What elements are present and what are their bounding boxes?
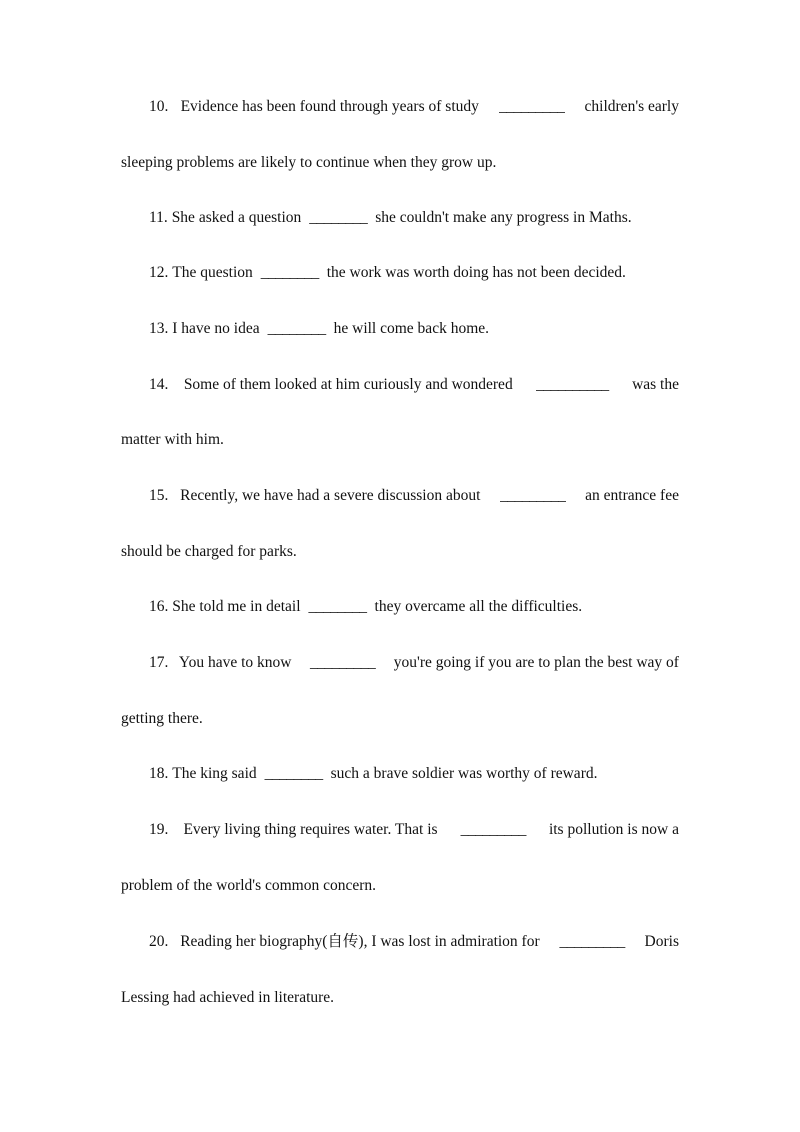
question-text: problem of the world's common concern.	[121, 877, 377, 894]
question-text: an entrance fee	[585, 487, 679, 504]
question-text: She asked a question	[171, 209, 302, 226]
question-number: 10.	[149, 98, 169, 115]
question-15-line-2	[121, 541, 679, 563]
question-14-line-2	[121, 429, 679, 451]
question-text: the work was worth doing has not been decided.	[326, 264, 626, 281]
question-text: you're going if you are to plan the best way of	[393, 654, 679, 671]
question-13-line-1	[121, 318, 679, 340]
answer-blank[interactable]: _________	[559, 933, 625, 950]
question-text: Some of them looked at him curiously and wondered	[183, 376, 513, 393]
question-20-line-2	[121, 987, 679, 1009]
question-19-line-2	[121, 875, 679, 897]
question-number: 18.	[149, 765, 169, 782]
question-17-line-2	[121, 708, 679, 730]
question-text: such a brave soldier was worthy of reward.	[330, 765, 598, 782]
answer-blank[interactable]: ________	[267, 320, 326, 337]
question-number: 13.	[149, 320, 169, 337]
question-text: its pollution is now a	[548, 821, 679, 838]
question-text: he will come back home.	[333, 320, 490, 337]
question-text: The king said	[172, 765, 257, 782]
question-text: Lessing had achieved in literature.	[121, 989, 335, 1006]
question-text: should be charged for parks.	[121, 543, 297, 560]
answer-blank[interactable]: __________	[536, 376, 609, 393]
question-16-line-1	[121, 596, 679, 618]
question-number: 17.	[149, 654, 169, 671]
question-text: Reading her biography(自传), I was lost in admiration for	[180, 933, 540, 950]
question-number: 16.	[149, 598, 169, 615]
question-text: getting there.	[121, 710, 203, 727]
question-15-line-1	[121, 485, 679, 507]
question-text: Recently, we have had a severe discussion about	[180, 487, 481, 504]
answer-blank[interactable]: _________	[310, 654, 376, 671]
answer-blank[interactable]: _________	[460, 821, 526, 838]
question-14-line-1	[121, 374, 679, 396]
question-20-line-1	[121, 931, 679, 953]
question-text: they overcame all the difficulties.	[374, 598, 583, 615]
question-10-line-2	[121, 152, 679, 174]
answer-blank[interactable]: ________	[264, 765, 323, 782]
question-text: she couldn't make any progress in Maths.	[375, 209, 632, 226]
question-number: 12.	[149, 264, 169, 281]
answer-blank[interactable]: ________	[308, 598, 367, 615]
question-number: 11.	[149, 209, 168, 226]
question-number: 15.	[149, 487, 169, 504]
question-19-line-1	[121, 819, 679, 841]
question-12-line-1	[121, 262, 679, 284]
question-number: 19.	[149, 821, 169, 838]
question-11-line-1	[121, 207, 679, 229]
question-text: Doris	[644, 933, 679, 950]
question-text: You have to know	[178, 654, 292, 671]
question-number: 20.	[149, 933, 169, 950]
question-number: 14.	[149, 376, 169, 393]
question-text: matter with him.	[121, 431, 224, 448]
question-text: sleeping problems are likely to continue when they grow up.	[121, 154, 497, 171]
question-text: Evidence has been found through years of study	[180, 98, 479, 115]
question-10-line-1	[121, 96, 679, 118]
question-text: was the	[632, 376, 679, 393]
question-18-line-1	[121, 763, 679, 785]
question-text: Every living thing requires water. That is	[183, 821, 438, 838]
answer-blank[interactable]: _________	[500, 487, 566, 504]
question-text: children's early	[584, 98, 679, 115]
question-text: She told me in detail	[172, 598, 301, 615]
answer-blank[interactable]: _________	[499, 98, 565, 115]
answer-blank[interactable]: ________	[309, 209, 368, 226]
question-17-line-1	[121, 652, 679, 674]
question-text: The question	[172, 264, 253, 281]
question-text: I have no idea	[172, 320, 260, 337]
answer-blank[interactable]: ________	[260, 264, 319, 281]
